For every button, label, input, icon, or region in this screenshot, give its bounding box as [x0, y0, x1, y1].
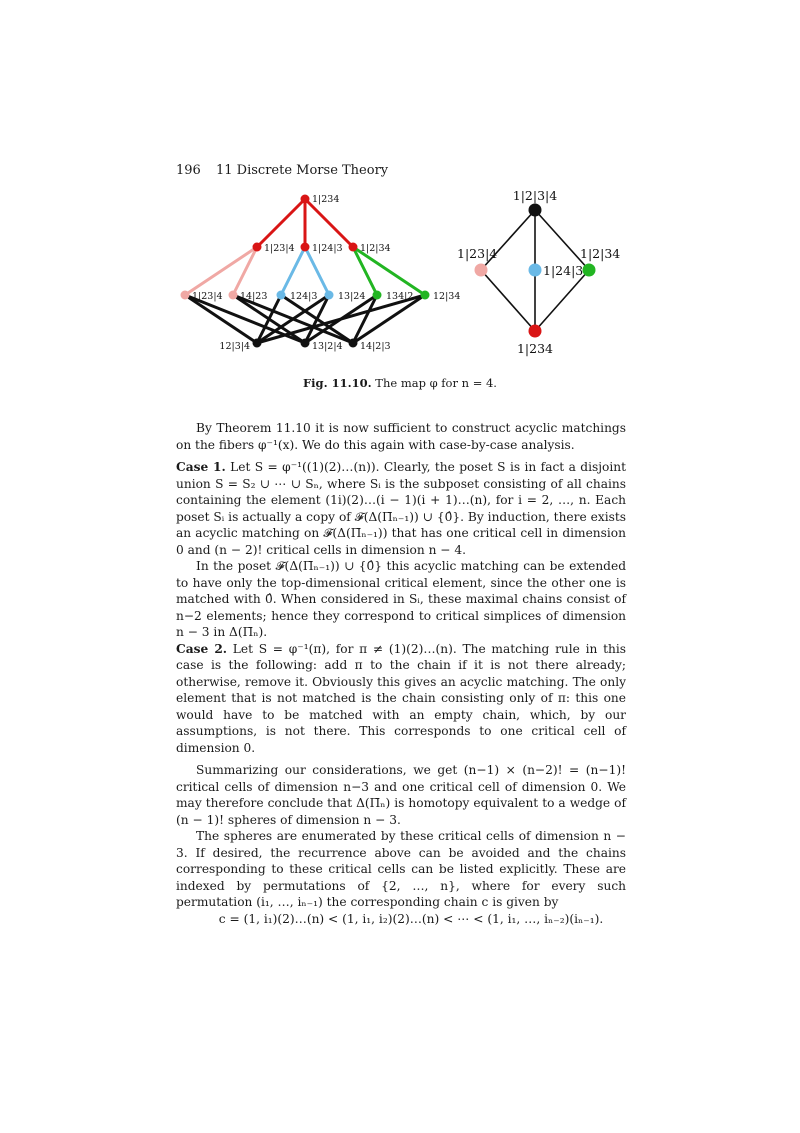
edge-blue-1	[281, 247, 305, 295]
right-poset	[457, 188, 620, 356]
node-r1	[181, 291, 190, 300]
label-m3: 1|2|34	[360, 243, 391, 254]
node-r3	[277, 291, 286, 300]
paragraph-case-1	[176, 459, 626, 558]
paragraph-summary: Summarizing our considerations, we get (n−1) × (n−2)! = (n−1)! critical cells of dimension n−3 and one critical cell of dimension 0. We may therefore conclude that Δ(Π̄ₙ) is homotopy equivalent to a wedge of (n − 1)! spheres of dimension n − 3.	[176, 763, 626, 827]
label-r5: 134|2	[386, 291, 414, 302]
caption-label: Fig. 11.10.	[303, 376, 372, 390]
node-b2	[301, 339, 310, 348]
case-1-text: Let S = φ⁻¹((1)(2)…(n)). Clearly, the poset S is in fact a disjoint union S = S₂ ∪ ⋯ ∪ Sₙ, where Sᵢ is the subposet consisting of all chains containing the element (1i)(2)…(i − 1)(i + 1)…(n), for i = 2, …, n. Each poset Sᵢ is actually a copy of 𝓕(Δ(Π̄ₙ₋₁)) ∪ {0̂}. By induction, there exists an acyclic matching on 𝓕(Δ(Π̄ₙ₋₁)) that has one critical cell in dimension 0 and (n − 2)! critical cells in dimension n − 4.	[176, 460, 626, 557]
label-b1: 12|3|4	[219, 341, 250, 352]
rnode-center	[529, 264, 542, 277]
label-r2: 14|23	[240, 291, 268, 302]
node-b1	[253, 339, 262, 348]
rnode-bottom	[529, 325, 542, 338]
rnode-right	[583, 264, 596, 277]
running-title: 11 Discrete Morse Theory	[216, 163, 389, 178]
label-r6: 12|34	[433, 291, 461, 302]
node-r5	[373, 291, 382, 300]
case-2-text: Let S = φ⁻¹(π), for π ≠ (1)(2)…(n). The matching rule in this case is the following: add π to the chain if it is not there already; otherwise, remove it. Obviously this gives an acyclic matching. The only element that is not matched is the chain consisting only of π: this one would have to be matched with an empty chain, which, by our assumptions, is not there. This corresponds to one critical cell of dimension 0.	[176, 641, 626, 755]
case-2-label: Case 2.	[176, 641, 228, 656]
body-text	[176, 420, 626, 927]
label-b2: 13|2|4	[312, 341, 343, 352]
node-top	[301, 195, 310, 204]
node-r6	[421, 291, 430, 300]
paragraph-case-2	[176, 641, 626, 757]
node-b3	[349, 339, 358, 348]
rlabel-bottom: 1|234	[516, 341, 554, 356]
edges-black	[185, 295, 425, 343]
chain-equation: c = (1, i₁)(2)…(n) < (1, i₁, i₂)(2)…(n) < ⋯ < (1, i₁, …, iₙ₋₂)(iₙ₋₁).	[218, 911, 604, 926]
paragraph-extension: In the poset 𝓕(Δ(Π̄ₙ₋₁)) ∪ {0̂} this acyclic matching can be extended to have only the top-dimensional critical element, since the other one is matched with 0̂. When considered in Sᵢ, these maximal chains consist of n−2 elements; hence they correspond to critical simplices of dimension n − 3 in Δ(Π̄ₙ).	[176, 559, 626, 639]
rnode-left	[475, 264, 488, 277]
rnode-top	[529, 204, 542, 217]
node-r2	[229, 291, 238, 300]
figure-11-10	[0, 0, 800, 380]
label-top: 1|234	[312, 194, 340, 205]
rlabel-top: 1|2|3|4	[512, 188, 558, 203]
page-number: 196	[176, 163, 201, 178]
label-r3: 124|3	[290, 291, 318, 302]
node-m3	[349, 243, 358, 252]
label-r1: 1|23|4	[192, 291, 223, 302]
edge-red-top-m1	[257, 199, 305, 247]
node-r4	[325, 291, 334, 300]
label-r4: 13|24	[338, 291, 366, 302]
rlabel-left: 1|23|4	[457, 246, 498, 261]
edge-red-top-m3	[305, 199, 353, 247]
caption-text: The map φ for n = 4.	[375, 376, 497, 390]
edge-blue-2	[305, 247, 329, 295]
rlabel-right: 1|2|34	[580, 246, 621, 261]
rlabel-center: 1|24|3	[543, 263, 584, 278]
case-1-label: Case 1.	[176, 460, 226, 474]
left-poset-edges	[185, 199, 425, 343]
node-m1	[253, 243, 262, 252]
label-b3: 14|2|3	[360, 341, 391, 352]
label-m1: 1|23|4	[264, 243, 295, 254]
node-m2	[301, 243, 310, 252]
paragraph-spheres: The spheres are enumerated by these critical cells of dimension n − 3. If desired, the recurrence above can be avoided and the chains corresponding to these critical cells can be listed explicitly. These are indexed by permutations of {2, …, n}, where for every such permutation (i₁, …, iₙ₋₁) the corresponding chain c is given by	[176, 829, 626, 909]
label-m2: 1|24|3	[312, 243, 343, 254]
paragraph-intro: By Theorem 11.10 it is now sufficient to construct acyclic matchings on the fibers φ⁻¹(x). We do this again with case-by-case analysis.	[176, 421, 626, 452]
figure-caption	[0, 376, 800, 390]
